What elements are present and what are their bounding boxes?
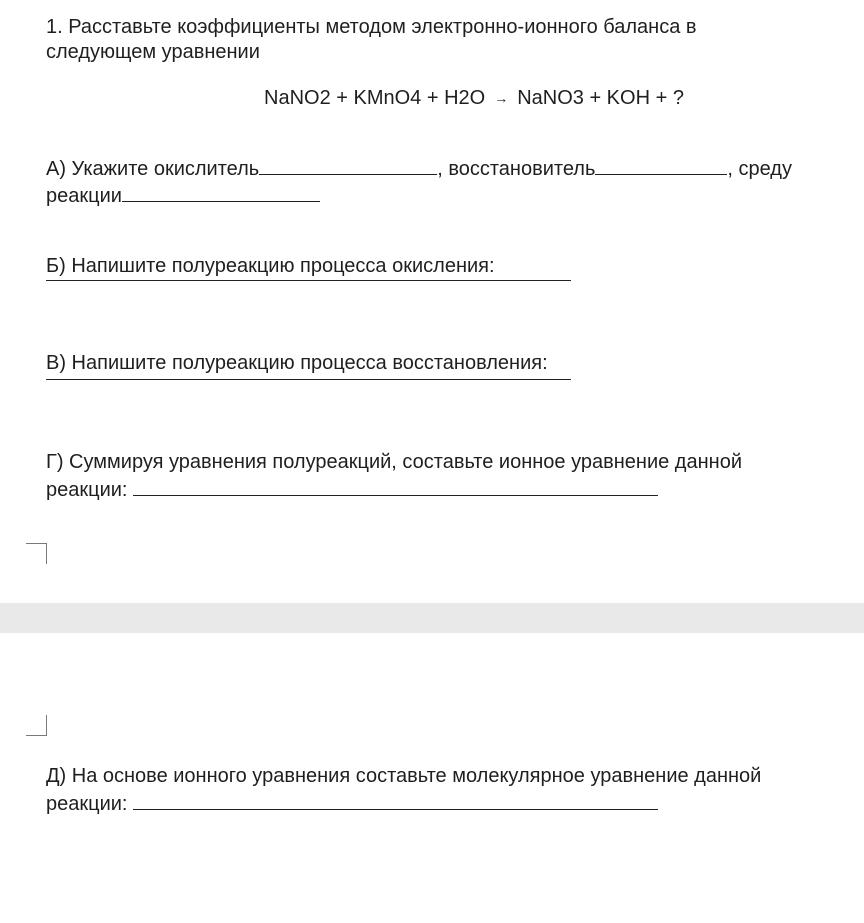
part-g-reaction-label: реакции:	[46, 479, 128, 501]
part-d-line1: Д) На основе ионного уравнения составьте молекулярное уравнение данной	[46, 765, 762, 787]
reaction-label: реакции	[46, 185, 122, 207]
reduction-answer-line[interactable]	[46, 379, 571, 380]
page-break-gap	[0, 603, 864, 633]
oxidizer-answer-blank[interactable]	[259, 156, 437, 175]
reducer-label: , восстановитель	[437, 158, 596, 180]
part-g-line2	[46, 477, 658, 502]
medium-label: , среду	[727, 158, 792, 180]
part-a-line1	[46, 156, 792, 181]
part-d-line2	[46, 791, 658, 816]
chemical-equation	[264, 86, 684, 111]
document-page-2	[0, 633, 864, 923]
medium-answer-blank[interactable]	[122, 183, 320, 202]
part-a-line2	[46, 183, 320, 208]
part-v-prompt: В) Напишите полуреакцию процесса восстановления:	[46, 352, 548, 374]
part-d-reaction-label: реакции:	[46, 793, 128, 815]
molecular-equation-answer-blank[interactable]	[133, 791, 658, 810]
part-g-line1: Г) Суммируя уравнения полуреакций, составьте ионное уравнение данной	[46, 451, 742, 473]
oxidizer-label: А) Укажите окислитель	[46, 158, 260, 180]
page-corner-mark	[26, 543, 47, 564]
ionic-equation-answer-blank[interactable]	[133, 477, 658, 496]
part-b-prompt: Б) Напишите полуреакцию процесса окисления:	[46, 255, 495, 277]
equation-products: NaNO3 + KOH + ?	[517, 87, 684, 109]
equation-reactants: NaNO2 + KMnO4 + H2O	[264, 87, 486, 109]
reaction-arrow: →	[494, 90, 509, 106]
oxidation-answer-line[interactable]	[46, 280, 571, 281]
task-title-line1: 1. Расставьте коэффициенты методом электронно-ионного баланса в	[46, 16, 697, 38]
page-corner-mark	[26, 715, 47, 736]
task-title-line2: следующем уравнении	[46, 41, 260, 63]
reducer-answer-blank[interactable]	[595, 156, 727, 175]
